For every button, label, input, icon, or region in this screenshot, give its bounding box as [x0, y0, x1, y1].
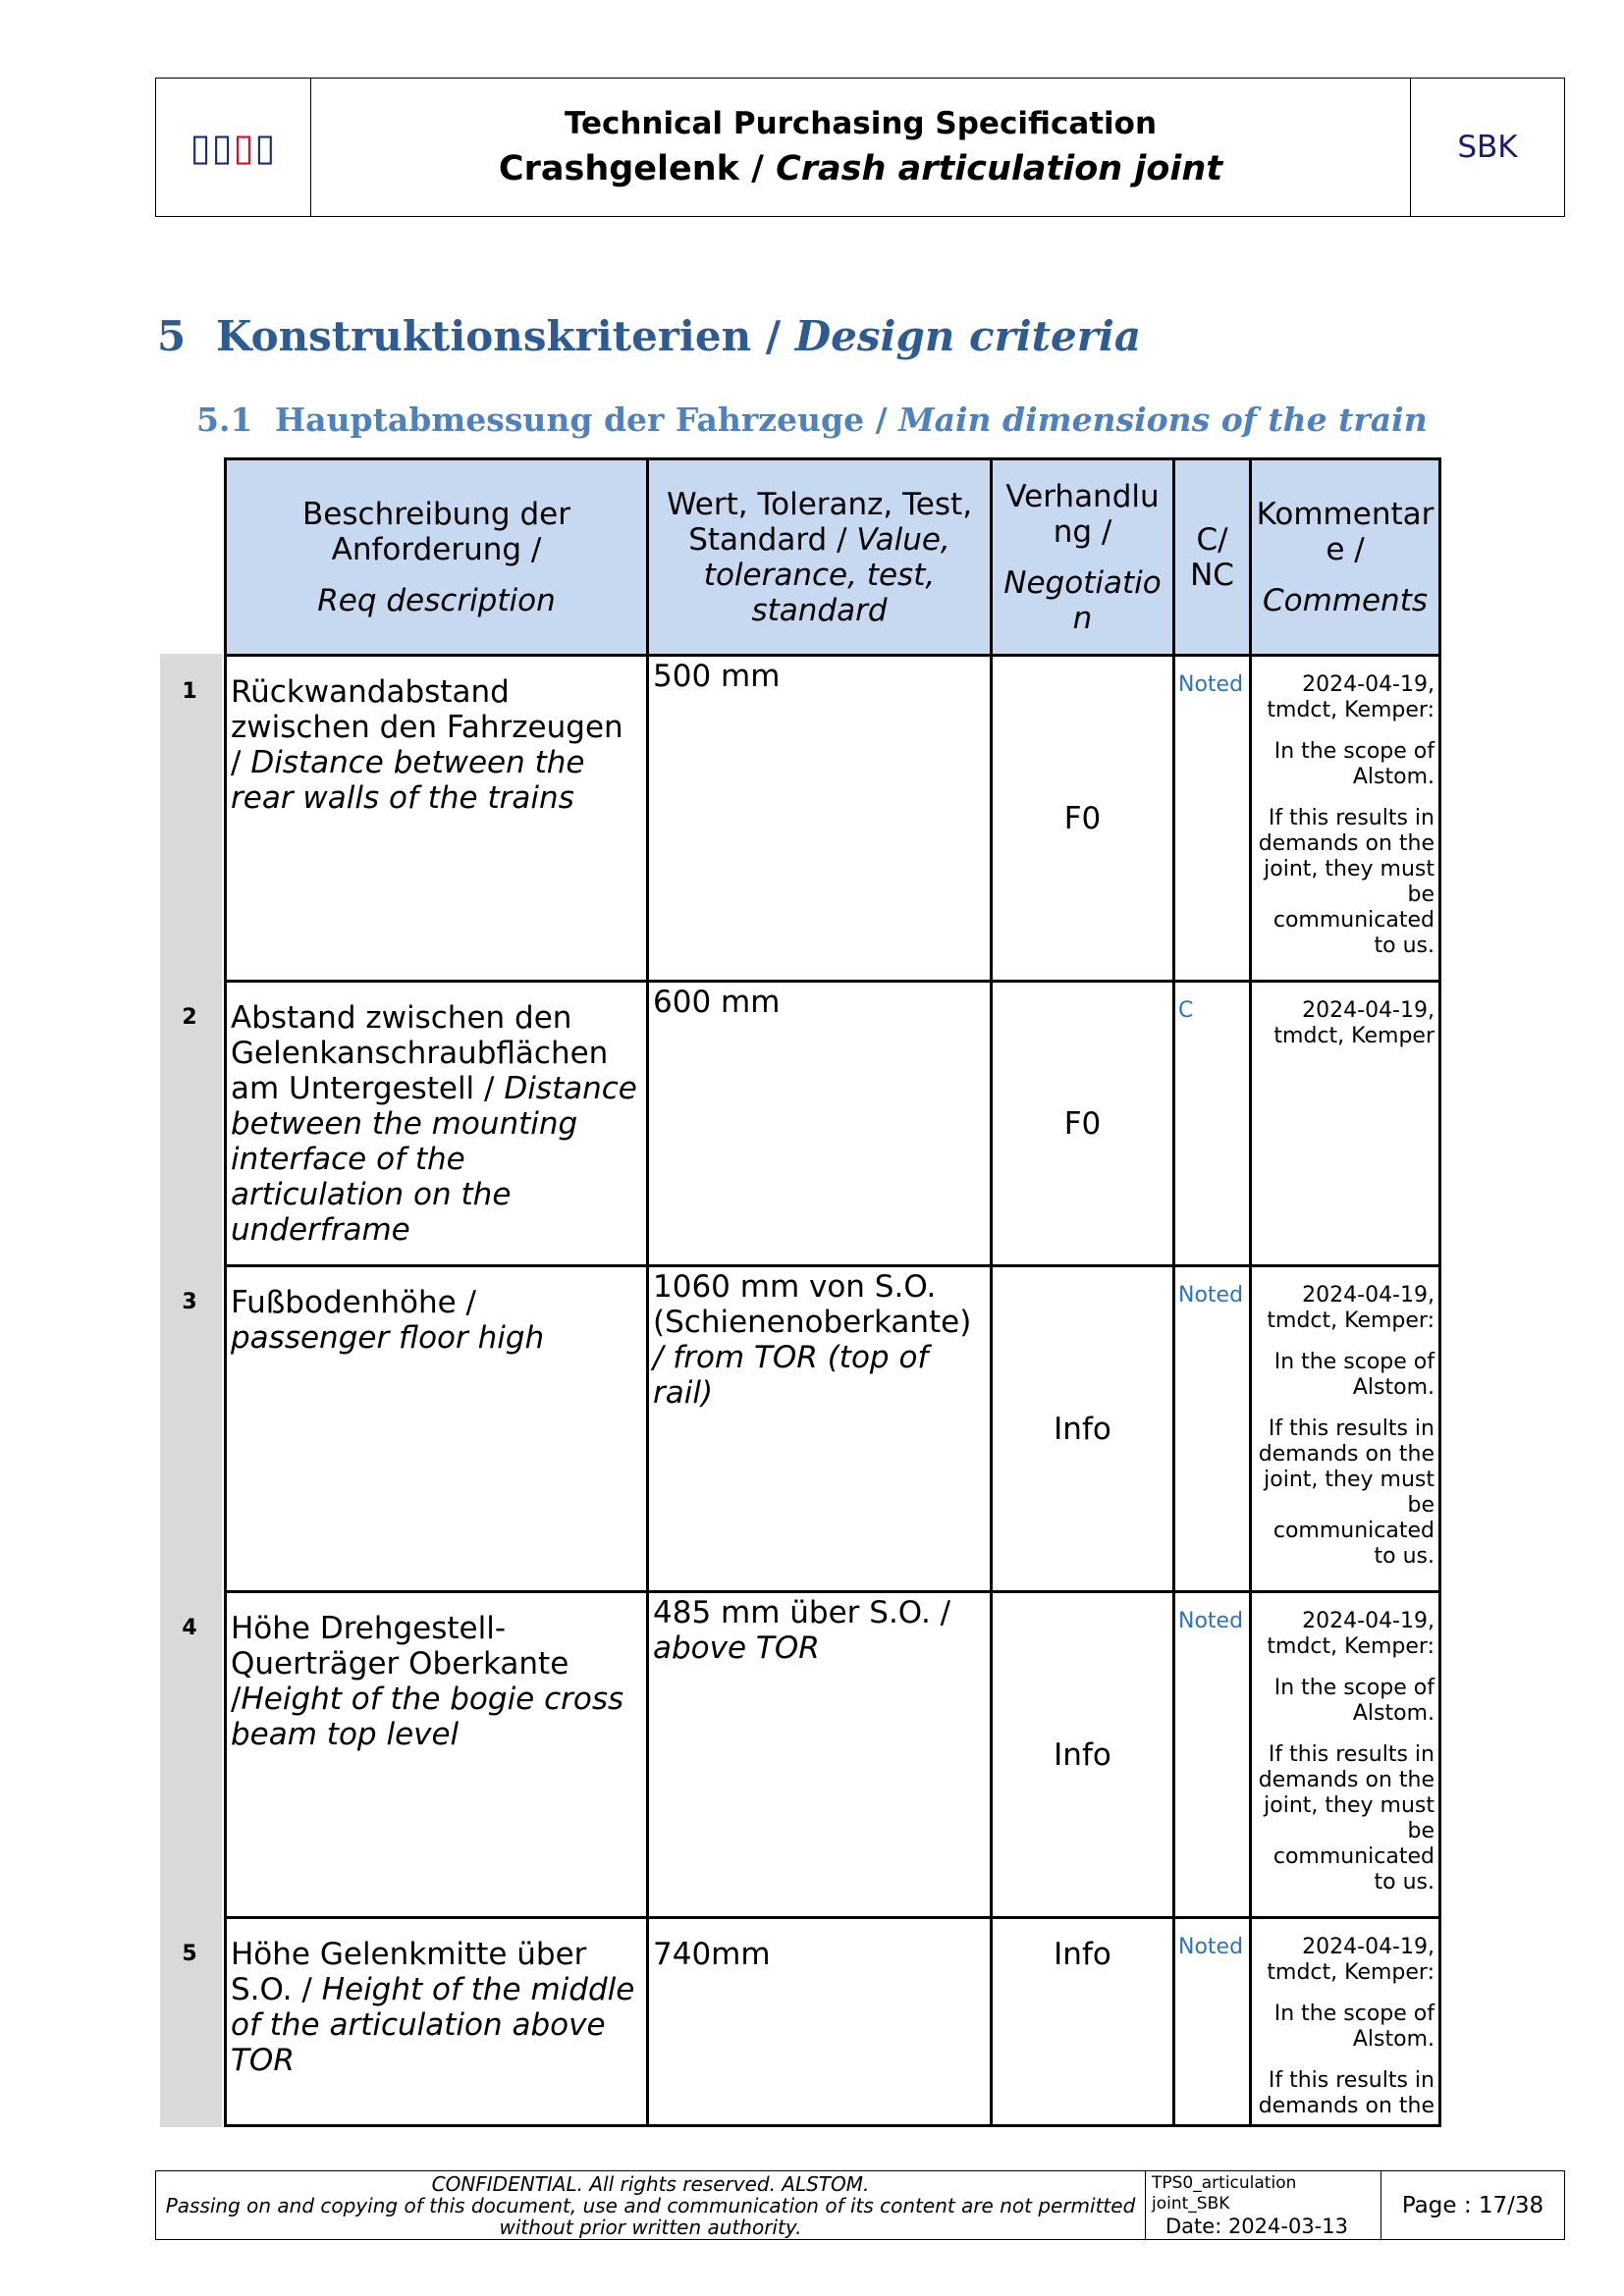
- desc-de: Fußbodenhöhe /: [231, 1285, 476, 1320]
- document-date: Date: 2024-03-13: [1165, 2215, 1348, 2238]
- logo-glyph: ▯▯: [189, 126, 234, 169]
- requirement-value: [648, 982, 992, 1266]
- requirement-description: [226, 656, 648, 982]
- requirements-table: [224, 457, 1441, 2127]
- document-title-block: [311, 79, 1411, 216]
- subsection-title-de: Hauptabmessung der Fahrzeuge /: [275, 400, 899, 439]
- header-value: [648, 459, 992, 656]
- compliance-cell: Noted: [1174, 1918, 1251, 2126]
- requirement-description: [226, 1266, 648, 1592]
- requirement-value: [648, 1918, 992, 2126]
- row-number: 3: [182, 1290, 197, 1314]
- section-title-de: Konstruktionskriterien /: [216, 312, 795, 360]
- header-text: Beschreibung der Anforderung /: [302, 496, 570, 567]
- requirement-value: [648, 656, 992, 982]
- document-header: [155, 78, 1565, 217]
- value-de: 485 mm über S.O. /: [653, 1595, 951, 1630]
- comment-text: If this results in demands on the joint, they must be communicated to us.: [1258, 1416, 1435, 1569]
- table-row: [226, 1592, 1440, 1918]
- desc-de: Abstand zwischen den Gelenkanschraubflächen am Untergestell /: [231, 1000, 609, 1106]
- desc-en: Height of the middle of the articulation above TOR: [231, 1972, 635, 2078]
- header-negotiation: [992, 459, 1174, 656]
- desc-en: Distance between the rear walls of the trains: [231, 745, 585, 816]
- row-number: 2: [182, 1005, 197, 1030]
- table-header-row: [226, 459, 1440, 656]
- comment-cell: [1251, 1918, 1440, 2126]
- comment-text: If this results in demands on the joint, they must be communicated to us.: [1258, 1742, 1435, 1895]
- page-number: Page : 17/38: [1401, 2192, 1544, 2218]
- row-number-bar: [160, 654, 222, 2127]
- header-comments: [1251, 459, 1440, 656]
- table-row: [226, 1918, 1440, 2126]
- value-de: 600 mm: [653, 985, 781, 1020]
- comment-text: 2024-04-19, tmdct, Kemper:: [1267, 1609, 1435, 1659]
- header-text: Comments: [1262, 582, 1429, 618]
- negotiation-cell: Info: [992, 1592, 1174, 1918]
- comment-text: 2024-04-19, tmdct, Kemper:: [1267, 1935, 1435, 1985]
- subsection-title-en: Main dimensions of the train: [898, 400, 1428, 439]
- compliance-cell: C: [1174, 982, 1251, 1266]
- header-text: Verhandlu ng /: [1005, 478, 1160, 550]
- company-logo: [156, 79, 311, 216]
- comment-cell: [1251, 1592, 1440, 1918]
- logo-glyph: ▯: [233, 126, 255, 169]
- title-de: Crashgelenk /: [498, 149, 777, 188]
- desc-en: Height of the bogie cross beam top level: [231, 1682, 624, 1752]
- section-heading: [157, 312, 1141, 360]
- document-footer: [155, 2170, 1565, 2240]
- value-en: above TOR: [653, 1630, 820, 1666]
- confidentiality-line: without prior written authority.: [499, 2216, 802, 2239]
- desc-de: Rückwandabstand zwischen den Fahrzeugen /: [231, 674, 623, 780]
- compliance-cell: Noted: [1174, 656, 1251, 982]
- comment-text: 2024-04-19, tmdct, Kemper: [1273, 998, 1435, 1048]
- comment-text: In the scope of Alstom.: [1273, 739, 1435, 789]
- header-text: Value, tolerance, test, standard: [703, 521, 950, 628]
- comment-cell: [1251, 982, 1440, 1266]
- header-text: Kommentar e /: [1256, 496, 1435, 567]
- desc-de: Höhe Drehgestell-Querträger Oberkante /: [231, 1611, 569, 1717]
- comment-text: 2024-04-19, tmdct, Kemper:: [1267, 1283, 1435, 1333]
- negotiation-cell: F0: [992, 656, 1174, 982]
- requirement-description: [226, 1918, 648, 2126]
- comment-text: 2024-04-19, tmdct, Kemper:: [1267, 672, 1435, 722]
- subsection-number: 5.1: [196, 400, 253, 439]
- confidentiality-line: Passing on and copying of this document, use and communication of its content are not permitted: [165, 2194, 1136, 2217]
- table-row: [226, 656, 1440, 982]
- compliance-cell: Noted: [1174, 1266, 1251, 1592]
- header-cnc: C/ NC: [1174, 459, 1251, 656]
- value-de: 1060 mm von S.O. (Schienenoberkante): [653, 1269, 972, 1340]
- section-title-en: Design criteria: [794, 312, 1142, 360]
- value-de: 740mm: [653, 1937, 771, 1972]
- subsection-heading: [196, 400, 1428, 439]
- comment-text: In the scope of Alstom.: [1273, 1676, 1435, 1726]
- value-de: 500 mm: [653, 659, 781, 694]
- document-type: Technical Purchasing Specification: [564, 106, 1158, 141]
- title-en: Crash articulation joint: [776, 149, 1223, 188]
- requirement-value: [648, 1266, 992, 1592]
- negotiation-cell: F0: [992, 982, 1174, 1266]
- row-number: 1: [182, 679, 197, 704]
- header-text: Negotiatio n: [1003, 564, 1162, 636]
- requirement-description: [226, 1592, 648, 1918]
- header-text: Wert, Toleranz, Test, Standard /: [666, 486, 973, 558]
- comment-cell: [1251, 656, 1440, 982]
- comment-text: In the scope of Alstom.: [1273, 1350, 1435, 1400]
- header-description: [226, 459, 648, 656]
- comment-cell: [1251, 1266, 1440, 1592]
- row-number: 4: [182, 1616, 197, 1640]
- negotiation-cell: Info: [992, 1266, 1174, 1592]
- header-text: Req description: [317, 582, 556, 618]
- comment-text: If this results in demands on the joint, they must be communicated to us.: [1258, 806, 1435, 958]
- confidentiality-notice: [156, 2171, 1146, 2239]
- document-id: TPS0_articulation joint_SBK: [1152, 2173, 1297, 2214]
- negotiation-cell: Info: [992, 1918, 1174, 2126]
- table-row: [226, 1266, 1440, 1592]
- logo-glyph: ▯: [254, 126, 277, 169]
- requirement-description: [226, 982, 648, 1266]
- project-code: SBK: [1457, 130, 1518, 165]
- comment-text: If this results in demands on the: [1258, 2068, 1435, 2118]
- comment-text: In the scope of Alstom.: [1273, 2002, 1435, 2052]
- value-en: / from TOR (top of rail): [653, 1340, 929, 1411]
- row-number: 5: [182, 1942, 197, 1966]
- document-title: [499, 149, 1222, 188]
- desc-de: Höhe Gelenkmitte über S.O. /: [231, 1937, 587, 2007]
- section-number: 5: [157, 312, 187, 360]
- document-id-block: [1146, 2171, 1381, 2239]
- desc-en: passenger floor high: [231, 1320, 545, 1356]
- confidentiality-line: CONFIDENTIAL. All rights reserved. ALSTOM.: [431, 2172, 870, 2196]
- table-row: [226, 982, 1440, 1266]
- requirement-value: [648, 1592, 992, 1918]
- compliance-cell: Noted: [1174, 1592, 1251, 1918]
- desc-en: Distance between the mounting interface of the articulation on the underframe: [231, 1071, 637, 1248]
